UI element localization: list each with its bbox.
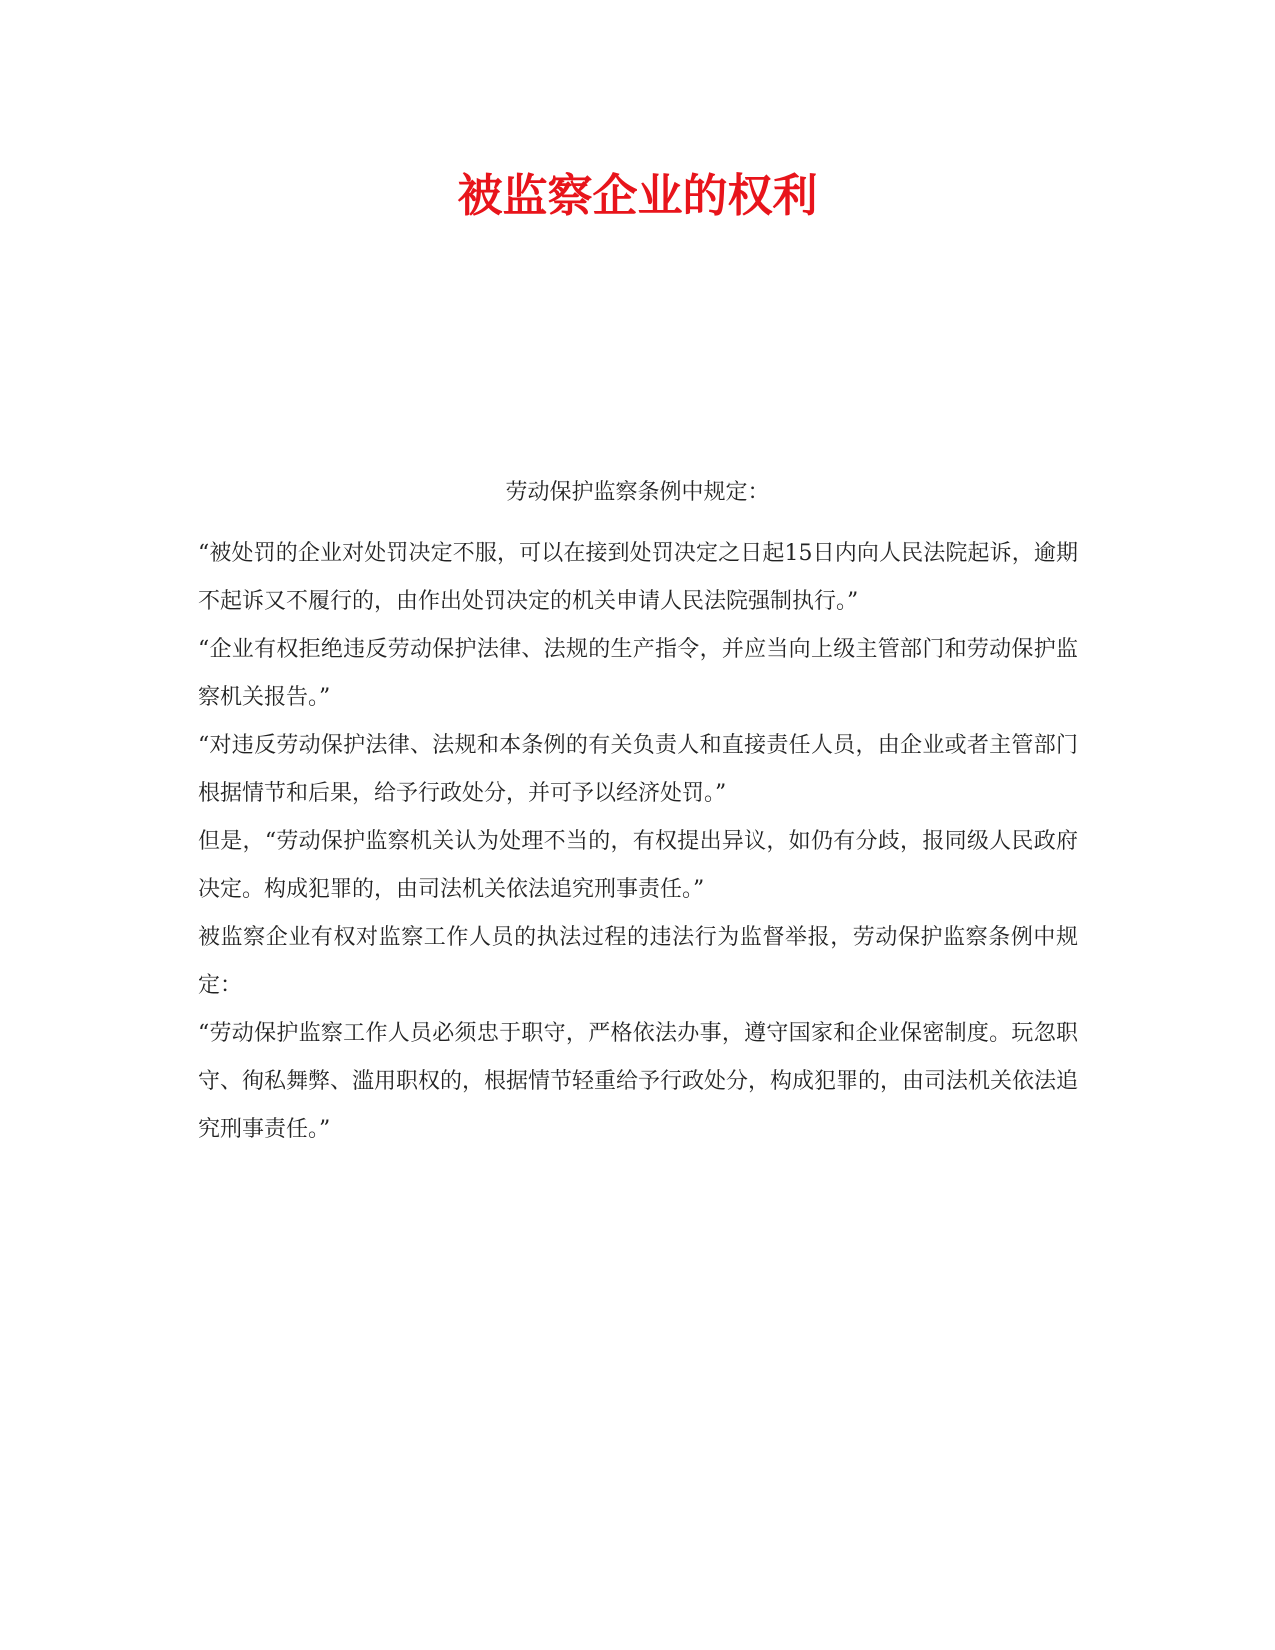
document-subtitle: 劳动保护监察条例中规定： [505, 480, 770, 505]
paragraph-5: 被监察企业有权对监察工作人员的执法过程的违法行为监督举报，劳动保护监察条例中规定： [198, 925, 1078, 998]
paragraph-6: “劳动保护监察工作人员必须忠于职守，严格依法办事，遵守国家和企业保密制度。玩忽职守、徇私舞弊、滥用职权的，根据情节轻重给予行政处分，构成犯罪的，由司法机关依法追究刑事责任。” [198, 1021, 1079, 1142]
paragraph-4: 但是，“劳动保护监察机关认为处理不当的，有权提出异议，如仍有分歧，报同级人民政府决定。构成犯罪的，由司法机关依法追究刑事责任。” [198, 829, 1078, 902]
document-title: 被监察企业的权利 [457, 169, 818, 222]
document-body [198, 530, 1078, 1154]
paragraph-1: “被处罚的企业对处罚决定不服，可以在接到处罚决定之日起15日内向人民法院起诉，逾期不起诉又不履行的，由作出处罚决定的机关申请人民法院强制执行。” [198, 541, 1078, 614]
paragraph-3: “对违反劳动保护法律、法规和本条例的有关负责人和直接责任人员，由企业或者主管部门根据情节和后果，给予行政处分，并可予以经济处罚。” [198, 733, 1078, 806]
paragraph-2: “企业有权拒绝违反劳动保护法律、法规的生产指令，并应当向上级主管部门和劳动保护监察机关报告。” [198, 637, 1078, 710]
